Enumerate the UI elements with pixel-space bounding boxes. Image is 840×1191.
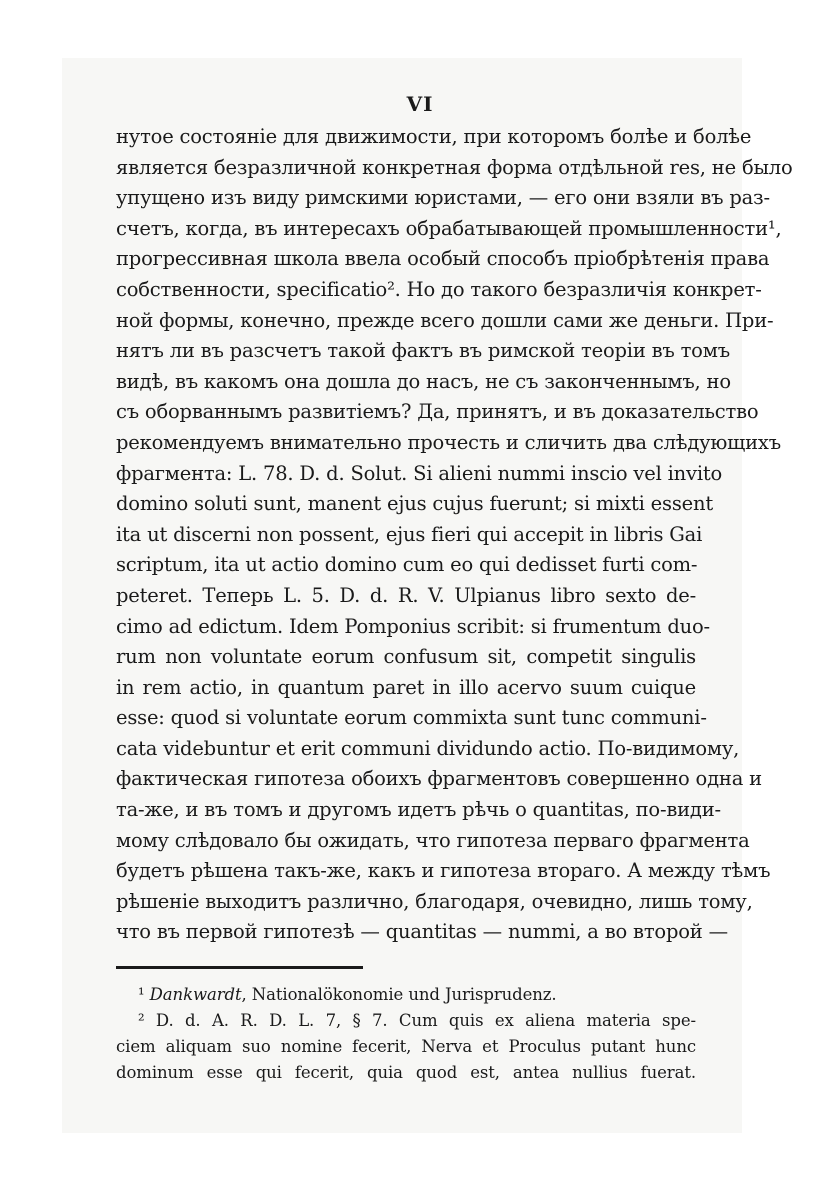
- body-line: domino soluti sunt, manent ejus cujus fuerunt; si mixti essent: [116, 492, 713, 516]
- footnote-1: [116, 982, 696, 1008]
- body-line: рѣшеніе выходитъ различно, благодаря, очевидно, лишь тому,: [116, 889, 753, 913]
- body-line: нутое состояніе для движимости, при которомъ болѣе и болѣе: [116, 125, 752, 148]
- footnote-marker: ¹: [138, 985, 145, 1004]
- footnote-text: D. d. A. R. D. L. 7, § 7. Cum quis ex aliena materia spe-: [155, 1011, 696, 1030]
- body-line: in rem actio, in quantum paret in illo acervo suum cuique: [116, 675, 696, 699]
- body-line: esse: quod si voluntate eorum commixta sunt tunc communi-: [116, 706, 707, 730]
- footnote-author: Dankwardt: [149, 985, 242, 1004]
- body-line: что въ первой гипотезѣ — quantitas — nummi, а во второй —: [116, 920, 728, 944]
- footnote-2-line: ciem aliquam suo nomine fecerit, Nerva et Proculus putant hunc: [116, 1037, 696, 1056]
- body-line: фактическая гипотеза обоихъ фрагментовъ совершенно одна и: [116, 767, 762, 791]
- body-line: будетъ рѣшена такъ-же, какъ и гипотеза втораго. А между тѣмъ: [116, 859, 771, 883]
- body-line: видѣ, въ какомъ она дошла до насъ, не съ законченнымъ, но: [116, 369, 731, 393]
- page-number: VI: [406, 92, 434, 116]
- body-line: съ оборваннымъ развитіемъ? Да, принятъ, и въ доказательство: [116, 400, 759, 424]
- body-line: рекомендуемъ внимательно прочесть и сличить два слѣдующихъ: [116, 430, 781, 454]
- body-line: cimo ad edictum. Idem Pomponius scribit: si frumentum duo-: [116, 614, 710, 638]
- body-line: та-же, и въ томъ и другомъ идетъ рѣчь о quantitas, по-види-: [116, 798, 721, 822]
- body-line: является безразличной конкретная форма отдѣльной res, не было: [116, 155, 793, 179]
- footnotes: [116, 982, 696, 1086]
- footnote-2-line: [116, 1008, 696, 1034]
- body-line: нятъ ли въ разсчетъ такой фактъ въ римской теоріи въ томъ: [116, 339, 730, 363]
- body-text: [116, 122, 793, 948]
- body-line: ita ut discerni non possent, ejus fieri qui accepit in libris Gai: [116, 522, 703, 546]
- body-line: мому слѣдовало бы ожидать, что гипотеза перваго фрагмента: [116, 828, 750, 852]
- body-line: cata videbuntur et erit communi dividundo actio. По-видимому,: [116, 736, 740, 760]
- footnote-marker: ²: [138, 1011, 145, 1030]
- footnote-rule: [116, 966, 363, 969]
- footnote-text: , Nationalökonomie und Jurisprudenz.: [241, 985, 557, 1004]
- body-line: упущено изъ виду римскими юристами, — его они взяли въ раз-: [116, 186, 770, 210]
- body-line: rum non voluntate eorum confusum sit, competit singulis: [116, 645, 696, 669]
- body-line: прогрессивная школа ввела особый способъ пріобрѣтенія права: [116, 247, 770, 271]
- body-line: собственности, specificatio². Но до такого безразличія конкрет-: [116, 277, 762, 301]
- body-line: peteret. Теперь L. 5. D. d. R. V. Ulpianus libro sexto de-: [116, 583, 696, 607]
- footnote-2-line: dominum esse qui fecerit, quia quod est, antea nullius fuerat.: [116, 1063, 696, 1082]
- body-line: ной формы, конечно, прежде всего дошли сами же деньги. При-: [116, 308, 774, 332]
- body-line: фрагмента: L. 78. D. d. Solut. Si alieni nummi inscio vel invito: [116, 461, 723, 485]
- body-line: scriptum, ita ut actio domino cum eo qui dedisset furti com-: [116, 553, 698, 577]
- body-line: счетъ, когда, въ интересахъ обрабатывающей промышленности¹,: [116, 216, 782, 240]
